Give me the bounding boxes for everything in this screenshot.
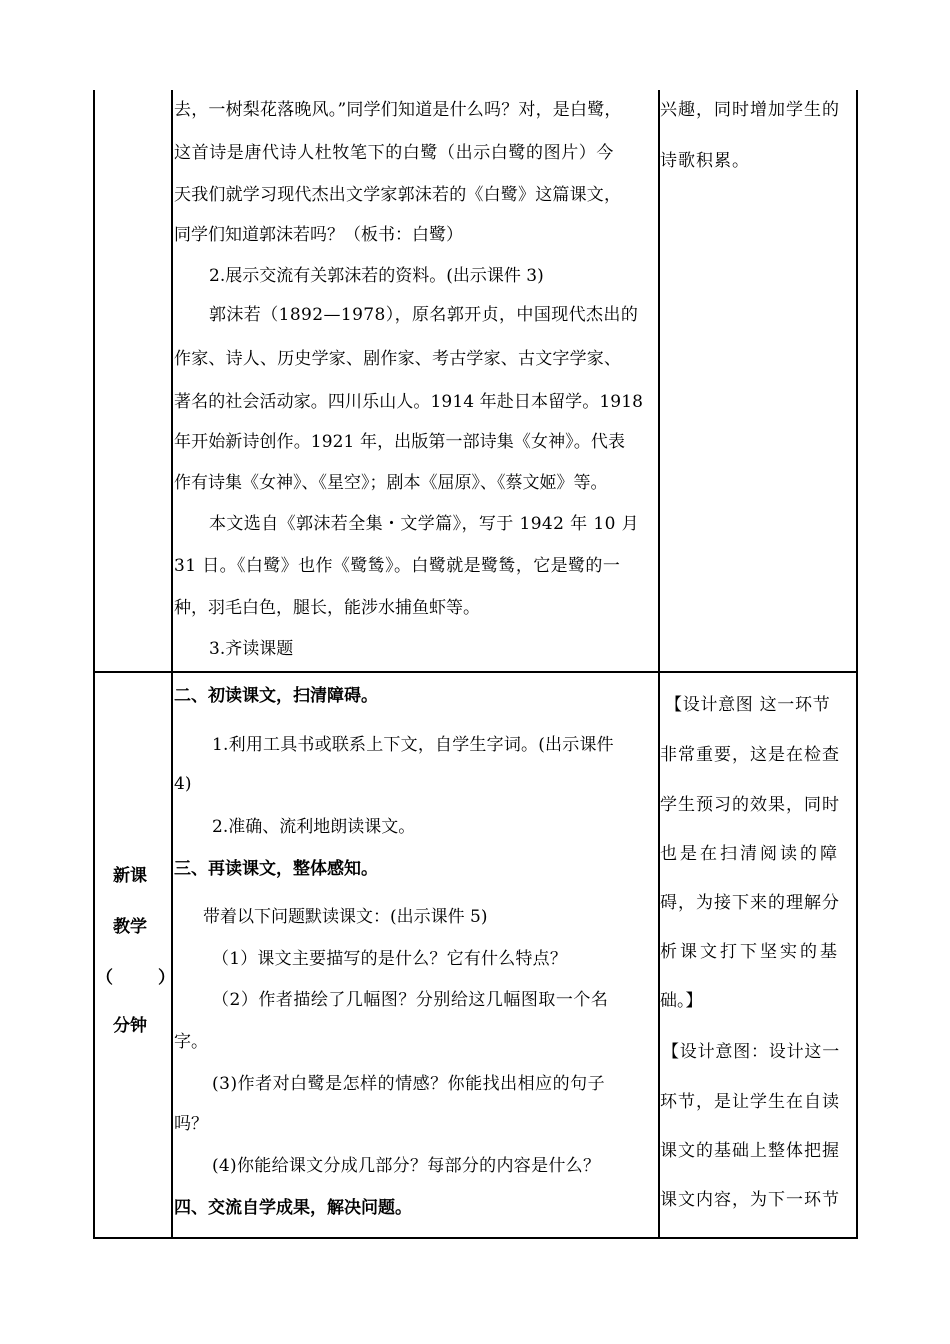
upper-main-line: 著名的社会活动家。四川乐山人。1914 年赴日本留学。1918 [174,392,644,412]
table-right-border [856,90,858,1239]
upper-main-line: 本文选自《郭沫若全集・文学篇》，写于 1942 年 10 月 [209,514,640,534]
table-col-divider-1 [171,90,173,1239]
table-row-divider [93,671,858,673]
table-bottom-border [93,1237,858,1239]
lower-side-line: 析课文打下坚实的基 [660,942,840,962]
lower-side-line: 【设计意图：设计这一 [662,1042,840,1062]
upper-main-line: 作有诗集《女神》、《星空》；剧本《屈原》、《蔡文姬》等。 [174,473,608,493]
upper-main-line: 种，羽毛白色，腿长，能涉水捕鱼虾等。 [174,598,480,618]
lower-main-line: 4) [174,774,192,794]
lower-side-line: 环节，是让学生在自读 [660,1092,840,1112]
lower-main-line: 吗？ [174,1114,208,1134]
upper-main-line: 同学们知道郭沫若吗？（板书：白鹭） [174,225,463,245]
section-heading: 二、初读课文，扫清障碍。 [174,686,378,706]
section-label-paren-open: （ [96,968,113,988]
lower-main-line: （2）作者描绘了几幅图？分别给这几幅图取一个名 [212,990,609,1010]
lower-main-line: 2.准确、流利地朗读课文。 [212,817,416,837]
lower-side-line: 课文内容，为下一环节 [660,1190,840,1210]
lower-main-line: (3)作者对白鹭是怎样的情感？你能找出相应的句子 [212,1074,606,1094]
section-label-line: 分钟 [113,1016,147,1036]
upper-main-line: 3.齐读课题 [209,639,294,659]
upper-main-line: 郭沫若（1892—1978），原名郭开贞，中国现代杰出的 [209,305,639,325]
section-heading: 三、再读课文，整体感知。 [174,859,378,879]
section-heading: 四、交流自学成果，解决问题。 [174,1198,412,1218]
lower-side-line: 础。】 [660,991,703,1011]
upper-main-line: 作家、诗人、历史学家、剧作家、考古学家、古文字学家、 [174,349,622,369]
upper-main-line: 2.展示交流有关郭沫若的资料。(出示课件 3) [209,266,544,286]
table-col-divider-2 [658,90,660,1239]
lower-side-line: 【设计意图 这一环节 [665,695,831,715]
section-label-line: 教学 [113,917,147,937]
upper-side-line: 诗歌积累。 [660,151,750,171]
section-label-paren-close: ） [158,968,175,988]
lower-side-line: 碍，为接下来的理解分 [660,893,840,913]
lower-main-line: 1.利用工具书或联系上下文，自学生字词。(出示课件 [212,735,614,755]
lower-main-line: (4)你能给课文分成几部分？每部分的内容是什么？ [212,1156,601,1176]
lower-side-line: 非常重要，这是在检查 [660,745,840,765]
lower-side-line: 课文的基础上整体把握 [660,1141,840,1161]
lower-side-line: 也是在扫清阅读的障 [660,844,840,864]
lower-side-line: 学生预习的效果，同时 [660,795,840,815]
lower-main-line: 字。 [174,1032,208,1052]
upper-main-line: 去，一树梨花落晚风。”同学们知道是什么吗？对，是白鹭， [174,100,622,120]
section-label-line: 新课 [113,866,147,886]
upper-main-line: 这首诗是唐代诗人杜牧笔下的白鹭（出示白鹭的图片）今 [174,143,614,163]
table-left-border [93,90,95,1239]
upper-side-line: 兴趣，同时增加学生的 [660,100,840,120]
lower-main-line: （1）课文主要描写的是什么？它有什么特点？ [212,949,568,969]
lower-main-line: 带着以下问题默读课文：(出示课件 5) [203,907,488,927]
upper-main-line: 年开始新诗创作。1921 年，出版第一部诗集《女神》。代表 [174,432,626,452]
upper-main-line: 31 日。《白鹭》也作《鹭鸶》。白鹭就是鹭鸶，它是鹭的一 [174,556,621,576]
upper-main-line: 天我们就学习现代杰出文学家郭沫若的《白鹭》这篇课文， [174,185,622,205]
